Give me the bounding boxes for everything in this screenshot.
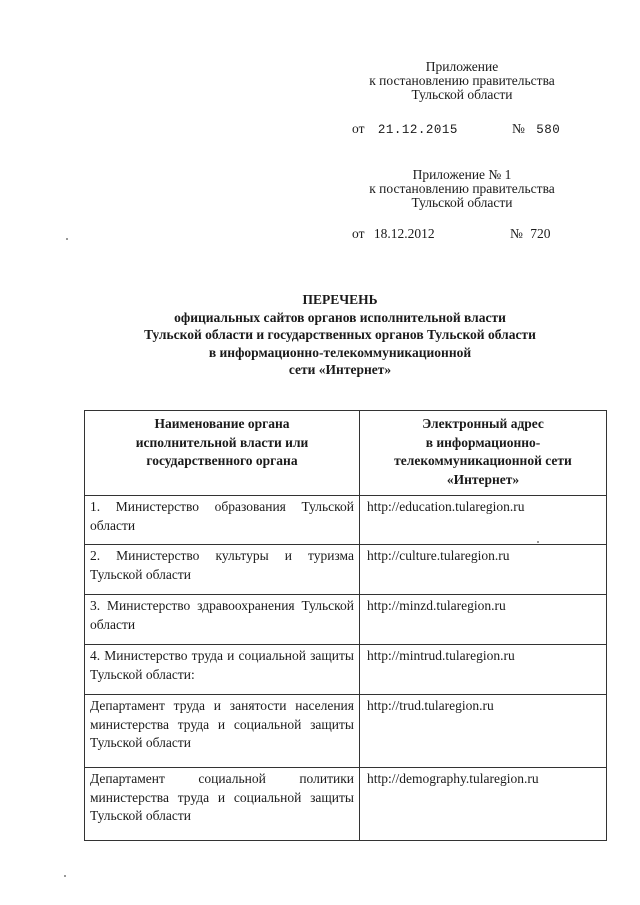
- decree-date: 21.12.2015: [377, 123, 458, 137]
- document-title: [100, 291, 580, 379]
- appendix-1-date-line: [352, 121, 458, 137]
- header-line: государственного органа: [146, 453, 298, 468]
- web-address-cell: http://minzd.tularegion.ru: [360, 595, 607, 645]
- header-line: Наименование органа: [154, 416, 290, 431]
- header-line: исполнительной власти или: [135, 434, 309, 450]
- title-heading: ПЕРЕЧЕНЬ: [302, 292, 378, 307]
- column-header-web-address: [360, 411, 607, 496]
- appendix-2-date-line: [352, 226, 435, 242]
- appendix-line: Тульской области: [411, 195, 513, 210]
- table-row: [85, 595, 607, 645]
- body-name-cell: Департамент социальной политики министерства труда и социальной защиты Тульской области: [85, 768, 360, 841]
- table-row: [85, 695, 607, 768]
- table-row: [85, 496, 607, 545]
- number-prefix: №: [510, 226, 523, 241]
- websites-table: [84, 410, 607, 841]
- web-address-cell: http://education.tularegion.ru: [360, 496, 607, 545]
- date-prefix: от: [352, 121, 365, 136]
- body-name-cell: Департамент труда и занятости населения министерства труда и социальной защиты Тульской области: [85, 695, 360, 768]
- table-row: [85, 545, 607, 595]
- web-address-cell: http://culture.tularegion.ru: [360, 545, 607, 595]
- header-line: Электронный адрес: [422, 416, 544, 431]
- web-address-cell: http://demography.tularegion.ru: [360, 768, 607, 841]
- web-address-cell: http://mintrud.tularegion.ru: [360, 645, 607, 695]
- web-address-cell: http://trud.tularegion.ru: [360, 695, 607, 768]
- title-line: официальных сайтов органов исполнительной власти: [174, 309, 506, 325]
- column-header-body-name: [85, 411, 360, 496]
- table-row: [85, 645, 607, 695]
- decree-number: 580: [536, 123, 561, 137]
- title-line: Тульской области и государственных органов Тульской области: [144, 327, 536, 342]
- decree-number: 720: [530, 226, 551, 241]
- body-name-cell: 1. Министерство образования Тульской области: [85, 496, 360, 545]
- appendix-title: Приложение: [425, 59, 499, 74]
- body-name-cell: 2. Министерство культуры и туризма Тульской области: [85, 545, 360, 595]
- appendix-header-1: [352, 60, 572, 102]
- header-line: «Интернет»: [446, 471, 520, 487]
- appendix-line: к постановлению правительства: [369, 73, 555, 88]
- title-line: сети «Интернет»: [288, 362, 392, 377]
- decree-date: 18.12.2012: [373, 226, 435, 241]
- title-line: в информационно-телекоммуникационной: [208, 344, 472, 360]
- body-name-cell: 4. Министерство труда и социальной защиты Тульской области:: [85, 645, 360, 695]
- number-prefix: №: [512, 121, 525, 136]
- appendix-line: к постановлению правительства: [369, 181, 555, 196]
- appendix-2-number: [510, 226, 551, 242]
- scan-speck: [537, 541, 539, 543]
- appendix-line: Тульской области: [411, 87, 513, 102]
- header-line: в информационно-: [425, 434, 541, 450]
- scan-speck: [66, 238, 68, 240]
- table-header-row: [85, 411, 607, 496]
- appendix-1-number: [512, 121, 560, 137]
- appendix-header-2: [352, 168, 572, 210]
- date-prefix: от: [352, 226, 365, 241]
- body-name-cell: 3. Министерство здравоохранения Тульской области: [85, 595, 360, 645]
- header-line: телекоммуникационной сети: [394, 453, 572, 468]
- table-row: [85, 768, 607, 841]
- appendix-title: Приложение № 1: [412, 167, 512, 182]
- scan-speck: [64, 875, 66, 877]
